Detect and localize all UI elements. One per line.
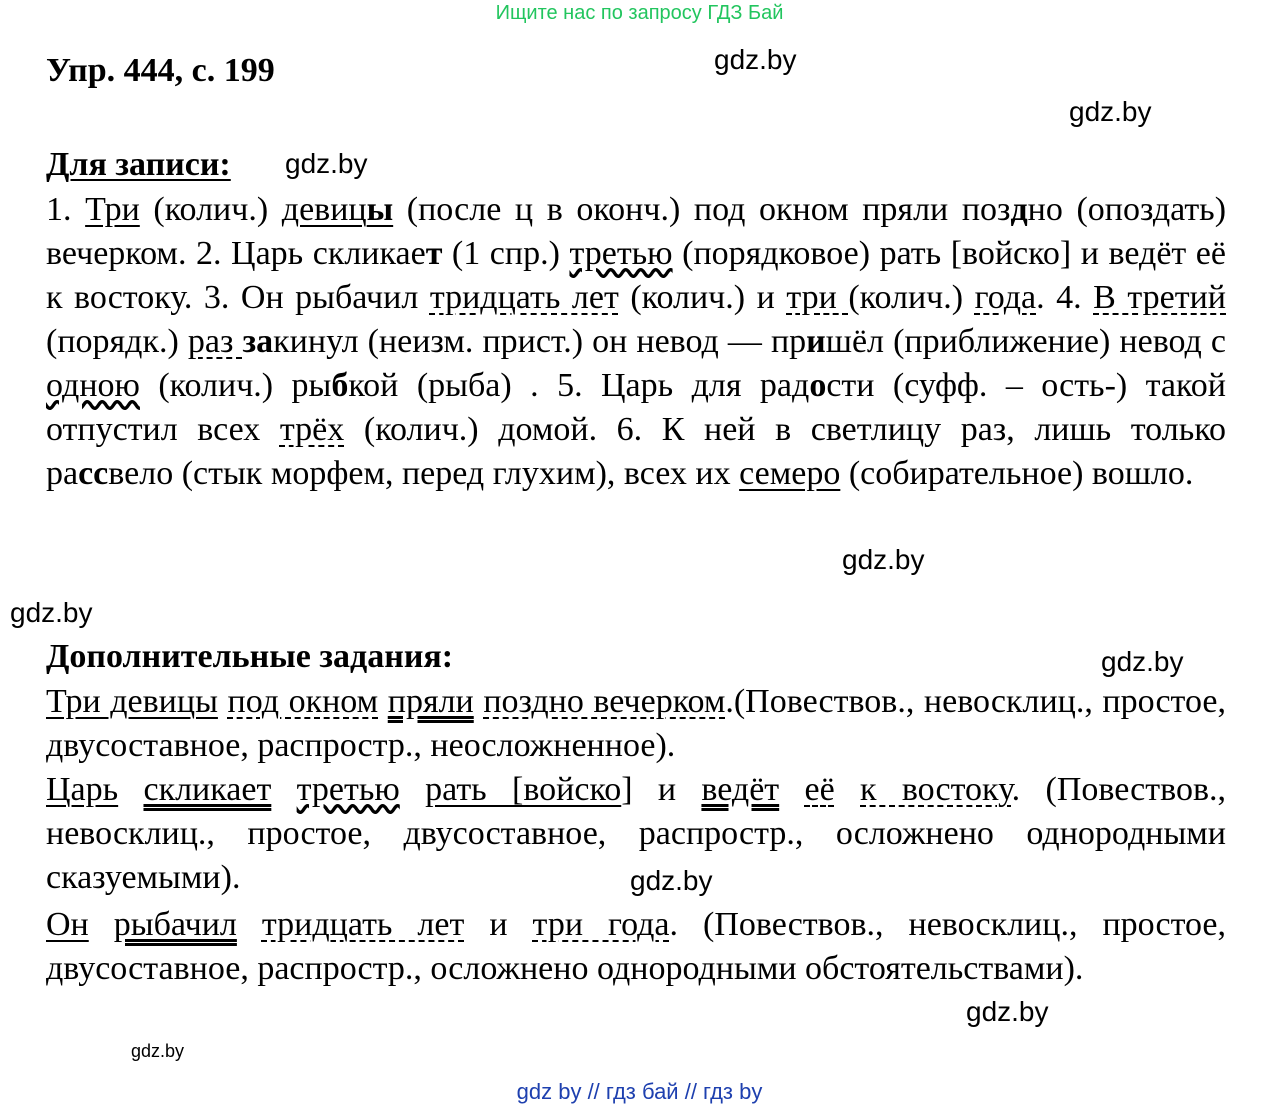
sentence-analysis-1: Три девицы под окном пряли поздно вечерком.(Повествов., невосклиц., простое, двусоставное, распростр., неосложненное).	[46, 683, 1226, 764]
sentence-analysis-3: Он рыбачил тридцать лет и три года. (Повествов., невосклиц., простое, двусоставное, распростр., осложнено однородными обстоятельствами).	[46, 906, 1226, 987]
watermark: gdz.by	[1101, 646, 1184, 677]
sentence-analysis-2: Царь скликает третью рать [войско] и ведёт её к востоку. (Повествов., невосклиц., простое, двусоставное, распростр., осложнено однородными сказуемыми).	[46, 771, 1226, 896]
watermark: gdz.by	[131, 1041, 185, 1061]
watermark: gdz.by	[630, 865, 713, 896]
watermark: gdz.by	[1069, 96, 1152, 127]
watermark: gdz.by	[10, 597, 93, 628]
watermark: gdz.by	[966, 996, 1049, 1027]
page-title: Упр. 444, с. 199	[46, 52, 275, 89]
watermark: gdz.by	[714, 44, 797, 75]
watermark: gdz.by	[285, 148, 368, 179]
footer-links: gdz by // гдз бай // гдз by	[516, 1079, 763, 1104]
section-heading-additional-tasks: Дополнительные задания:	[46, 638, 454, 675]
exercise-text: 1. Три (колич.) девицы (после ц в оконч.) под окном пряли поздно (опоздать) вечерком. 2. Царь скликает (1 спр.) третью (порядковое) рать [войско] и ведёт её к востоку. 3. Он рыбачил тридцать лет (колич.) и три (колич.) года. 4. В третий (порядк.) раз закинул (неизм. прист.) он невод — пришёл (приближение) невод с одною (колич.) рыбкой (рыба) . 5. Царь для радости (суфф. – ость-) такой отпустил всех трёх (колич.) домой. 6. К ней в светлицу раз, лишь только рассвело (стык морфем, перед глухим), всех их семеро (собирательное) вошло.	[46, 191, 1227, 492]
section-heading-for-writing: Для записи:	[46, 146, 231, 183]
watermark: gdz.by	[842, 544, 925, 575]
top-banner: Ищите нас по запросу ГДЗ Бай	[495, 2, 784, 24]
